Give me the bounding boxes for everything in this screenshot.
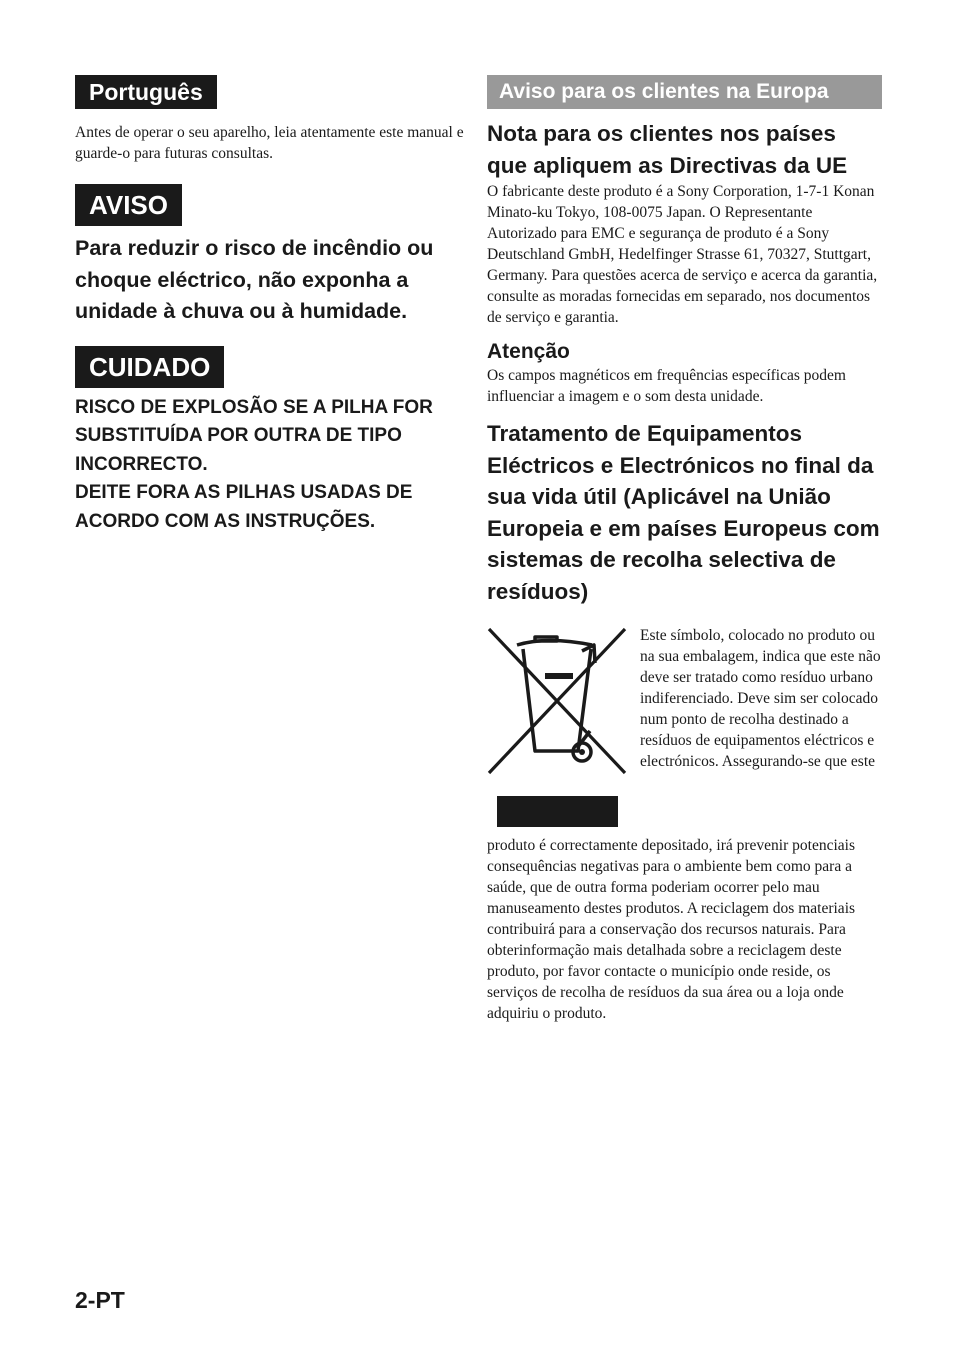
- left-column: [75, 75, 465, 536]
- intro-text: Antes de operar o seu aparelho, leia atentamente este manual e guarde-o para futuras consultas.: [75, 124, 464, 162]
- warning-label: AVISO: [75, 184, 182, 226]
- weee-block: [487, 625, 882, 835]
- warning-text: Para reduzir o risco de incêndio ou choque eléctrico, não exponha a unidade à chuva ou à humidade.: [75, 236, 434, 323]
- eu-text: O fabricante deste produto é a Sony Corporation, 1-7-1 Konan Minato-ku Tokyo, 108-0075 Japan. O Representante Autorizado para EMC e segurança de produto é a Sony Deutschland GmbH, Hedelfinger Strasse 61, 70327, Stuttgart, Germany. Para questões acerca de serviço e acerca da garantia, consulte as moradas fornecidas em separado, nos documentos de serviço e garantia.: [487, 183, 878, 326]
- weee-heading: Tratamento de Equipamentos Eléctricos e Electrónicos no final da sua vida útil (Aplicável na União Europeia e em países Europeus com sistemas de recolha selectiva de resíduos): [487, 421, 880, 604]
- attention-heading: Atenção: [487, 340, 570, 363]
- weee-text: produto é correctamente depositado, irá prevenir potenciais consequências negativas para o ambiente bem como para a saúde, que de outra forma poderiam ocorrer pelo mau manuseamento destes produtos. A reciclagem dos materiais contribuirá para a conservação dos recursos naturais. Para obterinformação mais detalhada sobre a reciclagem deste produto, por favor contacte o município onde reside, os serviços de recolha de resíduos da sua área ou a loja onde adquiriu o produto.: [487, 837, 856, 1022]
- weee-symbol-text: Este símbolo, colocado no produto ou na sua embalagem, indica que este não deve ser tratado como resíduo urbano indiferenciado. Deve sim ser colocado num ponto de recolha destinado a resíduos de equipamentos eléctricos e electrónicos. Assegurando-se que este: [640, 627, 881, 770]
- caution-label: CUIDADO: [75, 346, 224, 388]
- caution-text-2: DEITE FORA AS PILHAS USADAS DE ACORDO COM AS INSTRUÇÕES.: [75, 482, 413, 532]
- attention-text: Os campos magnéticos em frequências específicas podem influenciar a imagem e o som desta unidade.: [487, 367, 846, 405]
- crossed-out-wheelie-bin-icon: [487, 627, 627, 775]
- right-column: [487, 75, 882, 1024]
- language-label: Português: [75, 75, 217, 109]
- eu-heading: Nota para os clientes nos países que apliquem as Directivas da UE: [487, 121, 848, 178]
- weee-black-bar: [497, 796, 618, 827]
- caution-text-1: RISCO DE EXPLOSÃO SE A PILHA FOR SUBSTITUÍDA POR OUTRA DE TIPO INCORRECTO.: [75, 396, 433, 475]
- section-label: Aviso para os clientes na Europa: [487, 75, 882, 109]
- page-number: 2-PT: [75, 1287, 125, 1313]
